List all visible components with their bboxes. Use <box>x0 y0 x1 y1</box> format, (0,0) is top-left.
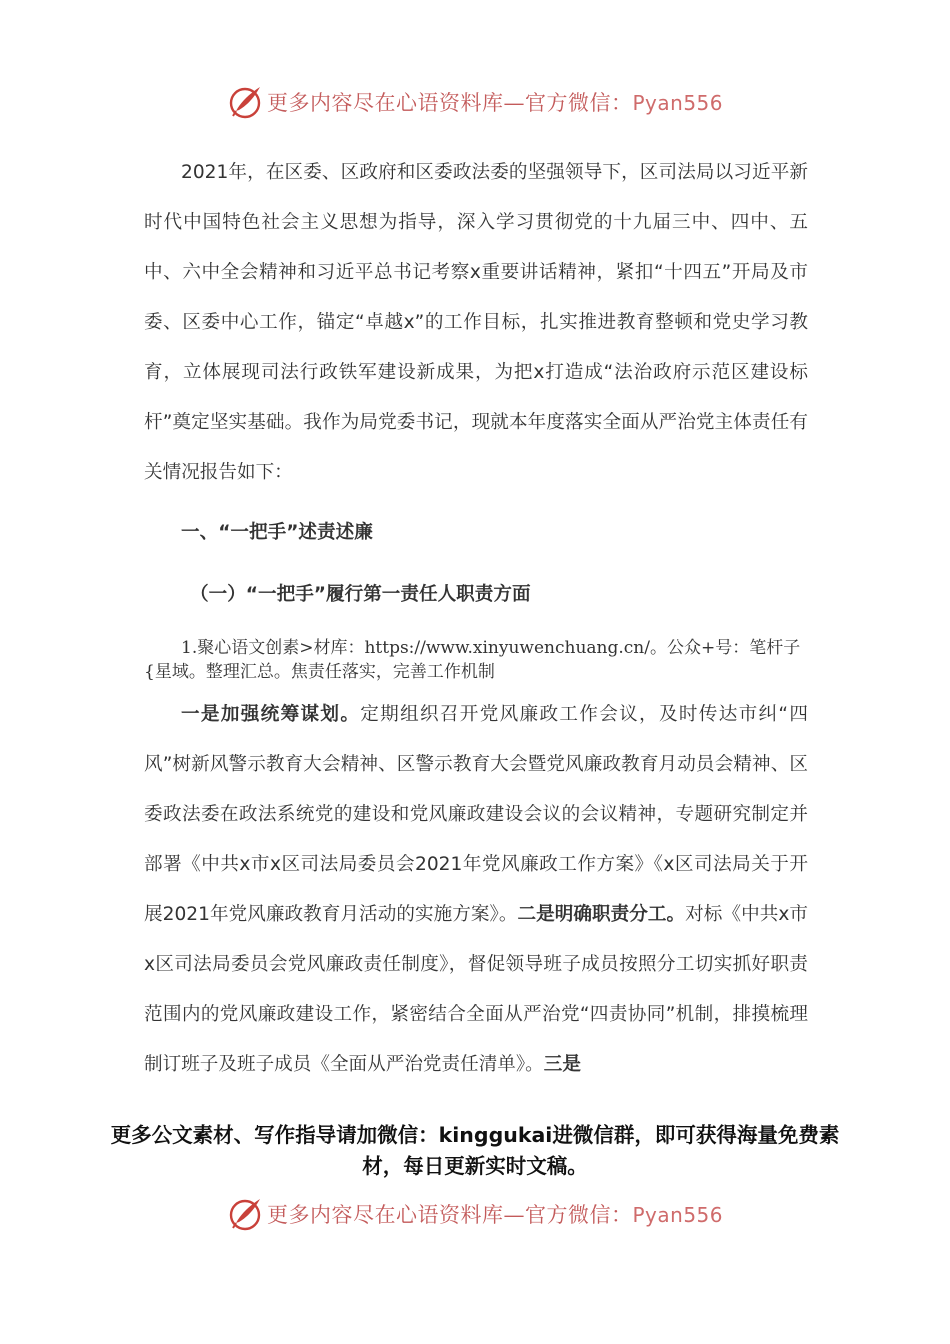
banner-wechat-id: Pyan556 <box>632 91 723 115</box>
lead-phrase-2: 二是明确职责分工。 <box>517 904 686 925</box>
subsection-heading: （一）“一把手”履行第一责任人职责方面 <box>190 584 531 605</box>
banner-text: 更多内容尽在心语资料库—官方微信：Pyan556 <box>266 91 723 115</box>
lead-phrase-1: 一是加强统筹谋划。 <box>181 704 361 725</box>
banner-text: 更多内容尽在心语资料库—官方微信：Pyan556 <box>266 1203 723 1227</box>
footer-banner <box>0 1192 950 1236</box>
body-paragraph <box>144 690 808 1090</box>
quill-logo-icon <box>227 84 263 120</box>
section-heading: 一、“一把手”述责述廉 <box>181 522 373 543</box>
item-1-paragraph: 1.聚心语文创素>材库：https://www.xinyuwenchuang.cn/。公众+号：笔杆子{星域。整理汇总。焦责任落实，完善工作机制 <box>144 638 801 682</box>
banner-wechat-id: Pyan556 <box>632 1203 723 1227</box>
lead-phrase-3: 三是 <box>543 1054 581 1075</box>
intro-paragraph: 2021年，在区委、区政府和区委政法委的坚强领导下，区司法局以习近平新时代中国特色社会主义思想为指导，深入学习贯彻党的十九届三中、四中、五中、六中全会精神和习近平总书记考察x重要讲话精神，紧扣“十四五”开局及市委、区委中心工作，锚定“卓越x”的工作目标，扎实推进教育整顿和党史学习教育，立体展现司法行政铁军建设新成果，为把x打造成“法治政府示范区建设标杆”奠定坚实基础。我作为局党委书记，现就本年度落实全面从严治党主体责任有关情况报告如下： <box>144 162 808 483</box>
footer-promo-note: 更多公文素材、写作指导请加微信：kinggukai进微信群，即可获得海量免费素材，每日更新实时文稿。 <box>110 1123 840 1178</box>
header-banner <box>0 80 950 124</box>
document-body <box>144 148 808 1090</box>
body-text-1: 定期组织召开党风廉政工作会议，及时传达市纠“四风”树新风警示教育大会精神、区警示教育大会暨党风廉政教育月动员会精神、区委政法委在政法系统党的建设和党风廉政建设会议的会议精神，专题研究制定并部署《中共x市x区司法局委员会2021年党风廉政工作方案》《x区司法局关于开展2021年党风廉政教育月活动的实施方案》。 <box>144 704 808 925</box>
body-text-2: 对标《中共x市x区司法局委员会党风廉政责任制度》，督促领导班子成员按照分工切实抓好职责范围内的党风廉政建设工作，紧密结合全面从严治党“四责协同”机制，排摸梳理制订班子及班子成员《全面从严治党责任清单》。 <box>144 904 808 1075</box>
quill-logo-icon <box>227 1196 263 1232</box>
